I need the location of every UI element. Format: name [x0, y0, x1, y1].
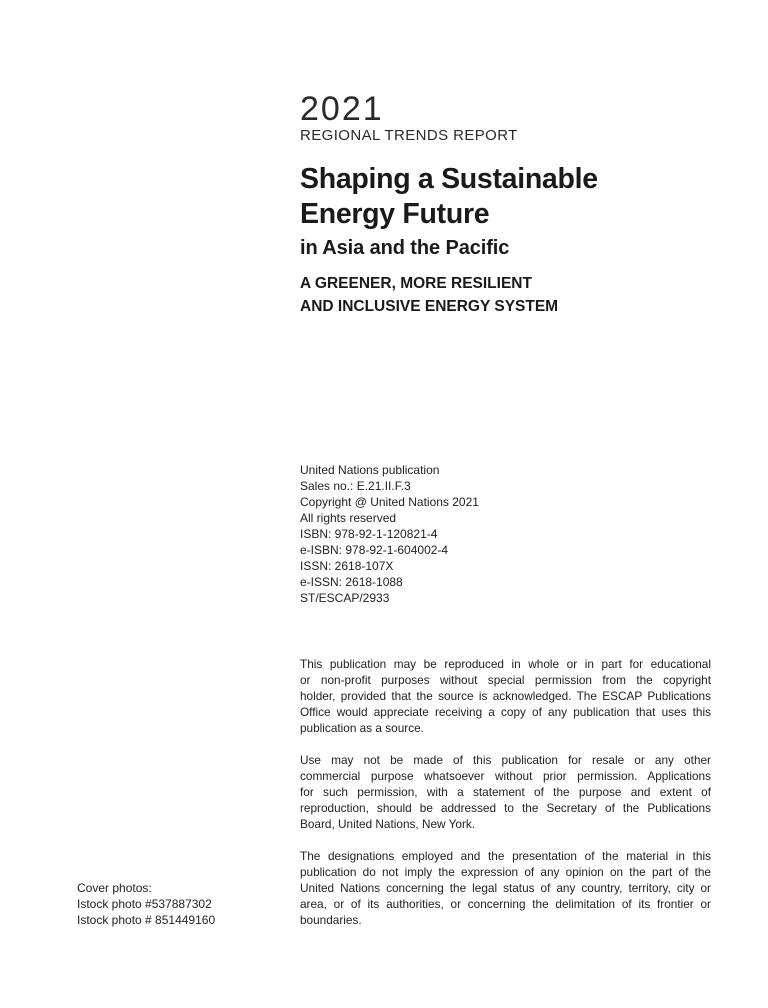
report-title-line: Energy Future [300, 198, 490, 230]
notice-line: reproduction, should be addressed to the Secretary of the Publications [300, 801, 711, 815]
notice-paragraph [300, 848, 711, 928]
notice-line: boundaries. [300, 913, 362, 927]
report-subtitle: in Asia and the Pacific [300, 237, 510, 259]
notice-line: Office would appreciate receiving a copy of any publication that uses this [300, 705, 711, 719]
publication-info-line: Copyright @ United Nations 2021 [300, 495, 479, 509]
publication-info [300, 462, 711, 606]
notice-line: commercial purpose whatsoever without prior permission. Applications [300, 769, 711, 783]
publication-info-line: e-ISSN: 2618-1088 [300, 575, 403, 589]
cover-photo-credit: Istock photo #537887302 [77, 897, 212, 911]
publication-info-line: ISBN: 978-92-1-120821-4 [300, 527, 438, 541]
notice-paragraph [300, 656, 711, 736]
notice-line: United Nations concerning the legal status of any country, territory, city or [300, 881, 711, 895]
publication-info-line: ST/ESCAP/2933 [300, 591, 390, 605]
report-tagline-line: A GREENER, MORE RESILIENT [300, 275, 532, 292]
publication-info-line: United Nations publication [300, 463, 440, 477]
notice-line: The designations employed and the presentation of the material in this [300, 849, 711, 863]
notice-line: holder, provided that the source is acknowledged. The ESCAP Publications [300, 689, 711, 703]
notice-line: This publication may be reproduced in whole or in part for educational [300, 657, 711, 671]
notice-line: Use may not be made of this publication for resale or any other [300, 753, 711, 767]
report-year: 2021 [300, 90, 384, 128]
cover-photo-credit: Istock photo # 851449160 [77, 913, 216, 927]
cover-photos-heading: Cover photos: [77, 881, 152, 895]
usage-notices [300, 656, 711, 944]
report-title-line: Shaping a Sustainable [300, 163, 598, 195]
notice-line: Board, United Nations, New York. [300, 817, 476, 831]
report-title [300, 162, 740, 232]
publication-info-line: e-ISBN: 978-92-1-604002-4 [300, 543, 449, 557]
report-series: REGIONAL TRENDS REPORT [300, 127, 518, 144]
publication-info-line: All rights reserved [300, 511, 397, 525]
publication-info-line: ISSN: 2618-107X [300, 559, 394, 573]
cover-photo-credits [77, 880, 277, 928]
notice-line: area, or of its authorities, or concerning the delimitation of its frontier or [300, 897, 711, 911]
report-tagline-line: AND INCLUSIVE ENERGY SYSTEM [300, 298, 559, 315]
notice-line: or non-profit purposes without special permission from the copyright [300, 673, 711, 687]
notice-paragraph [300, 752, 711, 832]
notice-line: publication do not imply the expression of any opinion on the part of the [300, 865, 711, 879]
notice-line: publication as a source. [300, 721, 424, 735]
report-tagline [300, 272, 740, 318]
notice-line: for such permission, with a statement of the purpose and extent of [300, 785, 711, 799]
publication-info-line: Sales no.: E.21.II.F.3 [300, 479, 411, 493]
